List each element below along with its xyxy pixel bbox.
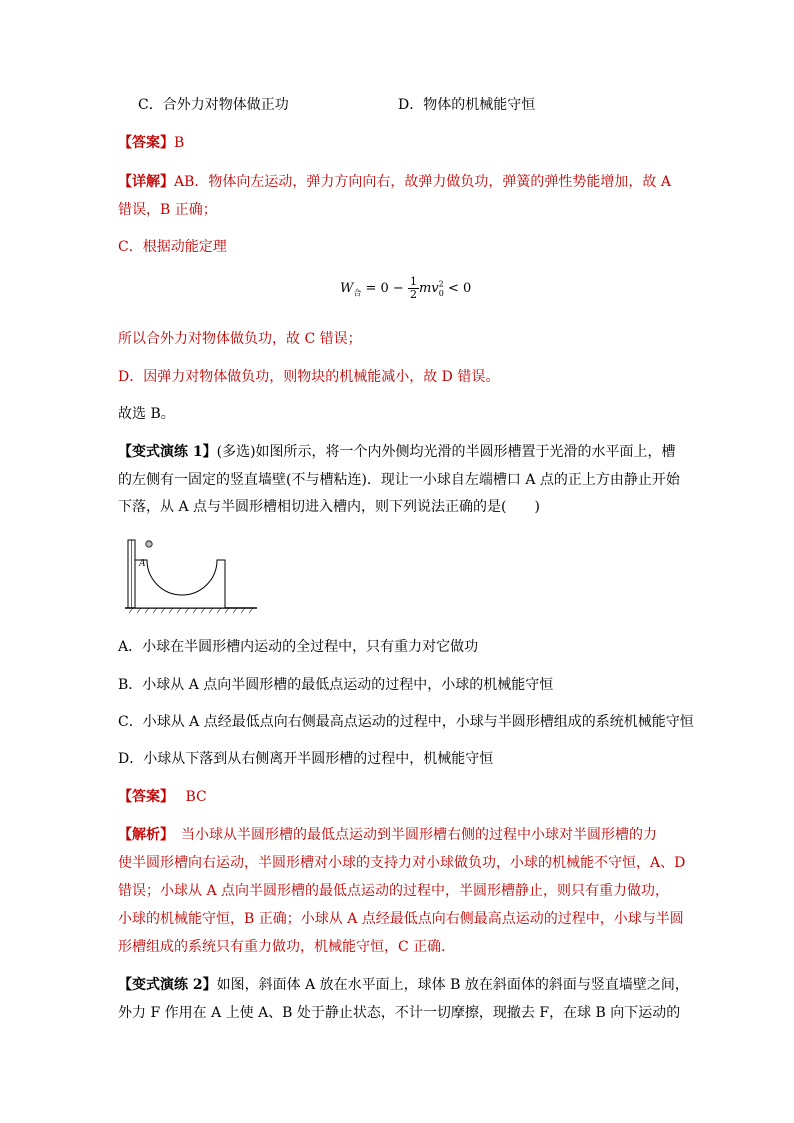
formula-mv: mv <box>418 281 439 296</box>
formula-sub: 合 <box>353 288 362 298</box>
variant1-analysis-text-1: 当小球从半圆形槽的最低点运动到半圆形槽右侧的过程中小球对半圆形槽的力 <box>167 827 657 843</box>
detail-tag: 【详解】 <box>118 174 174 190</box>
variant1-option-a: A．小球在半圆形槽内运动的全过程中，只有重力对它做功 <box>118 639 479 655</box>
detail-line-1 <box>118 172 671 192</box>
variant2-line-2: 外力 F 作用在 A 上使 A、B 处于静止状态，不计一切摩擦，现撤去 F，在球 B 向下运动的 <box>118 1005 681 1021</box>
variant2-tag: 【变式演练 2】 <box>118 977 217 993</box>
variant1-line-1 <box>118 442 676 462</box>
option-c: C．合外力对物体做正功 <box>138 97 289 113</box>
variant1-option-b: B．小球从 A 点向半圆形槽的最低点运动的过程中，小球的机械能守恒 <box>118 677 554 693</box>
formula-sup: 2 <box>438 279 444 289</box>
half-pipe-figure <box>125 535 260 615</box>
variant1-analysis-tag: 【解析】 <box>118 827 167 843</box>
detail-line-5: D．因弹力对物体做负功，则物块的机械能减小，故 D 错误。 <box>118 369 500 385</box>
detail-line-4: 所以合外力对物体做负功，故 C 错误； <box>118 331 362 347</box>
variant2-text-1: 如图，斜面体 A 放在水平面上，球体 B 放在斜面体的斜面与竖直墙壁之间， <box>216 977 689 993</box>
variant1-answer <box>118 787 207 807</box>
variant1-analysis-1 <box>118 825 657 845</box>
ball-icon <box>146 541 152 547</box>
detail-text-1: AB．物体向左运动，弹力方向向右，故弹力做负功，弹簧的弹性势能增加，故 A <box>174 174 671 190</box>
variant2-line-1 <box>118 975 689 995</box>
formula-fraction <box>408 276 419 301</box>
detail-line-2: 错误，B 正确； <box>118 202 217 218</box>
formula-num: 1 <box>409 275 417 288</box>
formula-rhs-sub: 0 <box>438 288 444 298</box>
answer-1 <box>118 133 184 153</box>
variant1-line-3: 下落，从 A 点与半圆形槽相切进入槽内，则下列说法正确的是( ) <box>118 499 540 515</box>
variant1-analysis-2: 使半圆形槽向右运动，半圆形槽对小球的支持力对小球做负功，小球的机械能不守恒，A、D <box>118 855 686 871</box>
variant1-analysis-3: 错误；小球从 A 点向半圆形槽的最低点运动的过程中，半圆形槽静止，则只有重力做功， <box>118 883 670 899</box>
option-d: D．物体的机械能守恒 <box>398 97 536 113</box>
variant1-analysis-4: 小球的机械能守恒，B 正确；小球从 A 点经最低点向右侧最高点运动的过程中，小球与半圆 <box>118 911 684 927</box>
variant1-answer-tag: 【答案】 <box>118 789 167 805</box>
formula-tail: < 0 <box>443 281 472 296</box>
detail-line-6: 故选 B。 <box>118 406 175 422</box>
variant1-text-1: (多选)如图所示，将一个内外侧均光滑的半圆形槽置于光滑的水平面上，槽 <box>216 444 676 460</box>
variant1-option-d: D．小球从下落到从右侧离开半圆形槽的过程中，机械能守恒 <box>118 751 494 767</box>
answer-tag: 【答案】 <box>118 135 174 151</box>
variant1-line-2: 的左侧有一固定的竖直墙壁(不与槽粘连)．现让一小球自左端槽口 A 点的正上方由静止开始 <box>118 472 680 488</box>
variant1-option-c: C．小球从 A 点经最低点向右侧最高点运动的过程中，小球与半圆形槽组成的系统机械能守恒 <box>118 714 694 730</box>
formula-eq: = 0 − <box>361 281 404 296</box>
variant1-tag: 【变式演练 1】 <box>118 444 217 460</box>
variant1-answer-value: BC <box>185 789 207 805</box>
formula-w: W <box>340 281 354 296</box>
variant1-analysis-5: 形槽组成的系统只有重力做功，机械能守恒，C 正确． <box>118 939 456 955</box>
detail-line-3: C．根据动能定理 <box>118 239 227 255</box>
answer-value: B <box>174 135 185 151</box>
kinetic-energy-formula <box>340 276 471 301</box>
point-a-label: A <box>139 558 146 569</box>
half-pipe-slot <box>135 560 225 608</box>
formula-den: 2 <box>409 288 417 301</box>
